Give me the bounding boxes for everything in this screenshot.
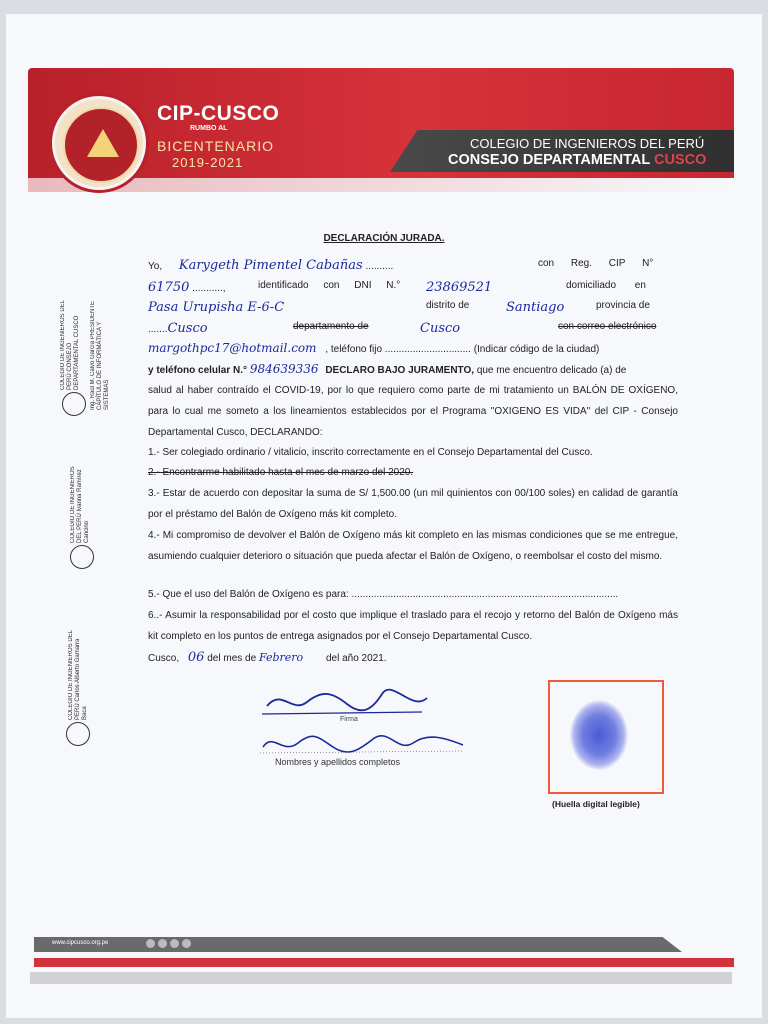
date-year-label: del año 2021. bbox=[325, 653, 387, 664]
date-month: Febrero bbox=[258, 651, 304, 664]
bicentenario-label: BICENTENARIO bbox=[157, 138, 275, 154]
youtube-icon bbox=[182, 939, 191, 948]
email-value: margothpc17@hotmail.com bbox=[148, 341, 317, 355]
line-email bbox=[148, 341, 678, 355]
provincia-label: provincia de bbox=[596, 300, 650, 311]
provincia-value: Cusco bbox=[167, 321, 208, 336]
line-province: .......Cusco departamento de Cusco con correo electrónico bbox=[148, 321, 657, 336]
firma-label: Firma bbox=[340, 716, 358, 723]
declaro-label: DECLARO BAJO JURAMENTO, bbox=[325, 365, 475, 376]
handwritten-name-icon bbox=[258, 727, 468, 757]
names-label: Nombres y apellidos completos bbox=[275, 757, 401, 767]
document-title: DECLARACIÓN JURADA. bbox=[323, 233, 445, 244]
consejo-label bbox=[448, 152, 706, 168]
brand-subtitle: RUMBO AL bbox=[190, 125, 228, 132]
cip-reg-label: con Reg. CIP N° bbox=[538, 258, 654, 269]
applicant-name: Karygeth Pimentel Cabañas bbox=[178, 258, 363, 273]
celular-label: y teléfono celular N.° bbox=[148, 365, 248, 376]
years-label: 2019-2021 bbox=[172, 155, 244, 170]
stamp-logo-icon bbox=[66, 722, 90, 746]
item-4: 4.- Mi compromiso de devolver el Balón de Oxígeno más kit completo en las mismas condiciones que se me entregue, asumiendo cualquier deterioro o situación que pueda afectar el Balón de Oxígeno, o reembolsar el costo del mismo. bbox=[148, 530, 678, 562]
dni-label: identificado con DNI N.° bbox=[258, 280, 401, 291]
stamp-text-1: COLEGIO DE INGENIEROS DEL PERÚ CONSEJO DEPARTAMENTAL CUSCO bbox=[60, 300, 80, 390]
item-2: 2.- Encontrarme habilitado hasta el mes de marzo del 2020. bbox=[148, 467, 414, 478]
brand-title: CIP-CUSCO bbox=[157, 102, 280, 125]
seal-logo bbox=[52, 96, 146, 190]
line-address bbox=[148, 300, 678, 315]
footer-grey-band bbox=[30, 972, 732, 984]
date-day: 06 bbox=[187, 650, 205, 665]
domiciliado-label: domiciliado en bbox=[566, 280, 646, 291]
declaro-rest: que me encuentro delicado (a) de bbox=[476, 365, 627, 376]
date-mes-label: del mes de bbox=[207, 653, 257, 664]
departamento-label: departamento de bbox=[293, 321, 369, 332]
cip-number: 61750 bbox=[148, 280, 190, 295]
seal-inner bbox=[63, 107, 139, 183]
line-dni: 61750 ..........., identificado con DNI N.° 23869521 domiciliado en bbox=[148, 280, 646, 295]
stamp-text-2: Ing. Raúl M. Calvo García PRESIDENTE CAPÍTULO DE INFORMÁTICA Y SISTEMAS bbox=[90, 300, 110, 410]
consejo-accent: CUSCO bbox=[653, 152, 707, 168]
signature-icon bbox=[262, 684, 432, 720]
paragraph-declaration: salud al haber contraído el COVID-19, por lo que requiero como parte de mi tratamiento un BALÓN DE OXÍGENO, para lo cual me someto a los lineamientos establecidos por el Programa "OXIGENO ES VIDA" del CIP - Consejo Departamental Cusco, DECLARANDO: bbox=[148, 385, 678, 438]
stamp-logo-icon bbox=[62, 392, 86, 416]
line-name: Yo, Karygeth Pimentel Cabañas .......... con Reg. CIP N° bbox=[148, 258, 654, 273]
social-icons bbox=[146, 939, 191, 948]
correo-label: con correo electrónico bbox=[558, 321, 657, 332]
huella-label: (Huella digital legible) bbox=[552, 799, 640, 809]
consejo-prefix: CONSEJO DEPARTAMENTAL bbox=[448, 152, 650, 168]
twitter-icon bbox=[158, 939, 167, 948]
telefono-fijo-label: , teléfono fijo ............................... (Indicar código de la ciudad) bbox=[325, 344, 600, 355]
date-line bbox=[148, 650, 678, 665]
departamento-value: Cusco bbox=[420, 321, 461, 336]
distrito-label: distrito de bbox=[426, 300, 470, 311]
item-6: 6..- Asumir la responsabilidad por el costo que implique el traslado para el recojo y retorno del Balón de Oxígeno más kit completo en los puntos de entrega asignados por el Consejo Departamental Cusco. bbox=[148, 610, 678, 642]
item-3: 3.- Estar de acuerdo con depositar la suma de S/ 1,500.00 (un mil quinientos con 00/100 soles) en calidad de garantía por el préstamo del Balón de Oxígeno más kit completo. bbox=[148, 488, 678, 520]
footer-red-band bbox=[34, 958, 734, 967]
item-1: 1.- Ser colegiado ordinario / vitalicio, inscrito correctamente en el Consejo Departamental del Cusco. bbox=[148, 447, 593, 458]
stamp-text-3: COLEGIO DE INGENIEROS DEL PERÚ Ivanna Ramírez Cancino bbox=[70, 466, 90, 543]
instagram-icon bbox=[170, 939, 179, 948]
item-5: 5.- Que el uso del Balón de Oxígeno es para: ................................................................................................ bbox=[148, 589, 619, 600]
line-phone bbox=[148, 362, 678, 376]
footer-url: www.cipcusco.org.pe bbox=[52, 940, 109, 946]
stamp-text-4: COLEGIO DE INGENIEROS DEL PERÚ Carlos Alberto Gamarra Baca bbox=[68, 630, 88, 720]
stamp-logo-icon bbox=[70, 545, 94, 569]
address-value: Pasa Urupisha E-6-C bbox=[148, 300, 285, 315]
colegio-label: COLEGIO DE INGENIEROS DEL PERÚ bbox=[470, 136, 705, 151]
yo-label: Yo, bbox=[148, 261, 163, 272]
facebook-icon bbox=[146, 939, 155, 948]
header-band-fade bbox=[28, 178, 734, 192]
date-city: Cusco, bbox=[148, 653, 180, 664]
footer-bar bbox=[34, 937, 682, 952]
celular-value: 984639336 bbox=[249, 362, 319, 376]
fingerprint-icon bbox=[570, 700, 628, 770]
distrito-value: Santiago bbox=[506, 300, 565, 315]
dni-number: 23869521 bbox=[426, 280, 493, 295]
seal-triangle-icon bbox=[87, 129, 119, 157]
